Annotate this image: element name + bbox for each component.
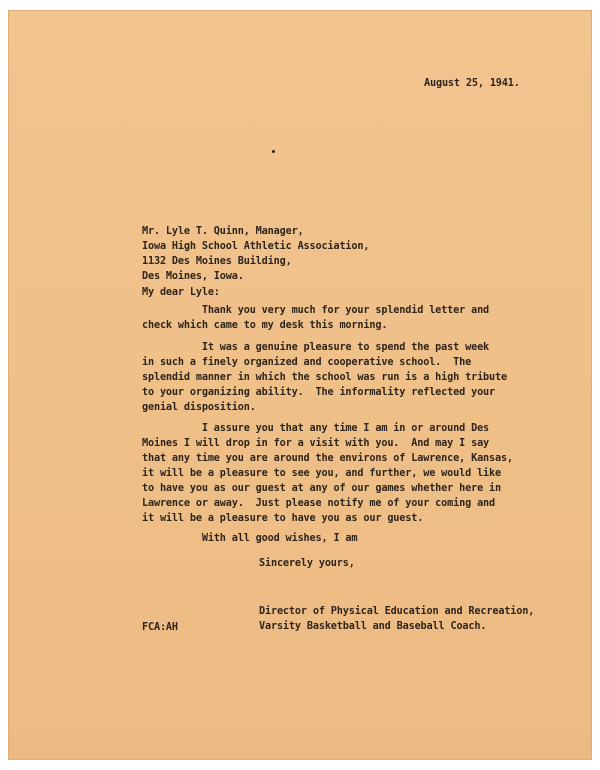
body-line: Moines I will drop in for a visit with you. And may I say bbox=[142, 438, 490, 449]
closing-phrase: With all good wishes, I am bbox=[142, 533, 358, 544]
recipient-line: Mr. Lyle T. Quinn, Manager, bbox=[142, 226, 304, 237]
body-line: to your organizing ability. The informality reflected your bbox=[142, 387, 496, 398]
recipient-line: Des Moines, Iowa. bbox=[142, 271, 244, 282]
body-line: genial disposition. bbox=[142, 402, 256, 413]
letter-date: August 25, 1941. bbox=[424, 78, 520, 89]
recipient-line: Iowa High School Athletic Association, bbox=[142, 241, 370, 252]
body-line: it will be a pleasure to have you as our guest. bbox=[142, 513, 424, 524]
body-line: Thank you very much for your splendid letter and bbox=[142, 305, 490, 316]
signature-title-line: Director of Physical Education and Recreation, bbox=[259, 606, 535, 617]
body-line: it will be a pleasure to see you, and further, we would like bbox=[142, 468, 502, 479]
typewriter-mark bbox=[272, 150, 275, 153]
signature-title-line: Varsity Basketball and Baseball Coach. bbox=[259, 621, 487, 632]
body-line: Lawrence or away. Just please notify me of your coming and bbox=[142, 498, 496, 509]
body-line: I assure you that any time I am in or around Des bbox=[142, 423, 490, 434]
complimentary-close: Sincerely yours, bbox=[259, 558, 355, 569]
body-line: that any time you are around the environs of Lawrence, Kansas, bbox=[142, 453, 513, 464]
body-line: check which came to my desk this morning. bbox=[142, 320, 388, 331]
salutation: My dear Lyle: bbox=[142, 287, 220, 298]
typist-initials: FCA:AH bbox=[142, 622, 178, 633]
recipient-line: 1132 Des Moines Building, bbox=[142, 256, 292, 267]
body-line: in such a finely organized and cooperative school. The bbox=[142, 357, 472, 368]
body-line: splendid manner in which the school was run is a high tribute bbox=[142, 372, 507, 383]
body-line: It was a genuine pleasure to spend the past week bbox=[142, 342, 490, 353]
body-line: to have you as our guest at any of our games whether here in bbox=[142, 483, 502, 494]
